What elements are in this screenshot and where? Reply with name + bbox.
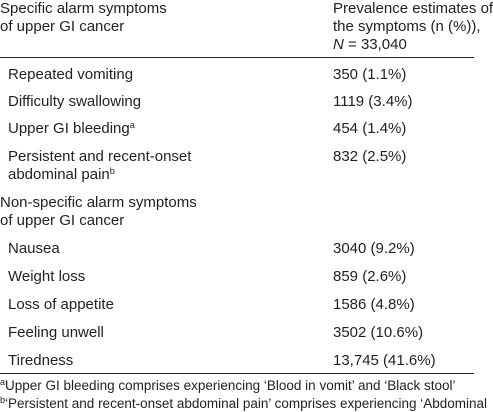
abdominal-pain-text: abdominal pain xyxy=(8,166,110,183)
row-value-tiredness: 13,745 (41.6%) xyxy=(333,352,436,369)
row-label-tiredness: Tiredness xyxy=(8,352,74,369)
footnote-b xyxy=(0,396,487,412)
table-bottom-rule xyxy=(0,373,474,374)
row-value-weight-loss: 859 (2.6%) xyxy=(333,268,407,285)
footnote-mark-a: a xyxy=(129,120,135,130)
row-value-upper-gi-bleeding: 454 (1.4%) xyxy=(333,120,407,137)
row-value-repeated-vomiting: 350 (1.1%) xyxy=(333,66,407,83)
section-nonspecific-line1: Non-specific alarm symptoms xyxy=(0,194,197,211)
row-label-repeated-vomiting: Repeated vomiting xyxy=(8,66,134,83)
row-label-loss-of-appetite: Loss of appetite xyxy=(8,296,114,313)
row-label-feeling-unwell: Feeling unwell xyxy=(8,324,104,341)
n-value: = 33,040 xyxy=(343,36,407,53)
footnote-a-text: Upper GI bleeding comprises experiencing ‘Blood in vomit’ and ‘Black stool’ xyxy=(5,378,456,393)
column-header-prevalence-line2: the symptoms (n (%)), xyxy=(333,18,481,35)
footnote-mark-b: b xyxy=(109,166,115,176)
n-symbol: N xyxy=(333,36,344,53)
footnote-a-mark: a xyxy=(0,377,6,387)
footnote-b-mark: b xyxy=(0,395,6,405)
upper-gi-bleeding-text: Upper GI bleeding xyxy=(8,120,130,137)
footnote-b-text: ‘Persistent and recent-onset abdominal pain’ comprises experiencing ‘Abdominal xyxy=(5,396,488,411)
header-rule xyxy=(0,57,474,58)
row-value-abdominal-pain: 832 (2.5%) xyxy=(333,148,407,165)
column-header-prevalence-line3 xyxy=(333,36,407,54)
column-header-symptoms-line1: Specific alarm symptoms xyxy=(0,0,167,17)
row-label-abdominal-pain-line1: Persistent and recent-onset xyxy=(8,148,192,165)
column-header-prevalence-line1: Prevalence estimates of xyxy=(333,0,493,17)
row-label-weight-loss: Weight loss xyxy=(8,268,86,285)
row-label-abdominal-pain-line2 xyxy=(8,166,115,184)
row-label-nausea: Nausea xyxy=(8,240,60,257)
row-value-feeling-unwell: 3502 (10.6%) xyxy=(333,324,424,341)
column-header-symptoms-line2: of upper GI cancer xyxy=(0,18,125,35)
row-label-upper-gi-bleeding xyxy=(8,120,135,138)
row-value-difficulty-swallowing: 1119 (3.4%) xyxy=(333,93,413,110)
row-label-difficulty-swallowing: Difficulty swallowing xyxy=(8,93,142,110)
section-nonspecific-line2: of upper GI cancer xyxy=(0,212,125,229)
footnote-a xyxy=(0,378,456,394)
row-value-nausea: 3040 (9.2%) xyxy=(333,240,415,257)
row-value-loss-of-appetite: 1586 (4.8%) xyxy=(333,296,415,313)
